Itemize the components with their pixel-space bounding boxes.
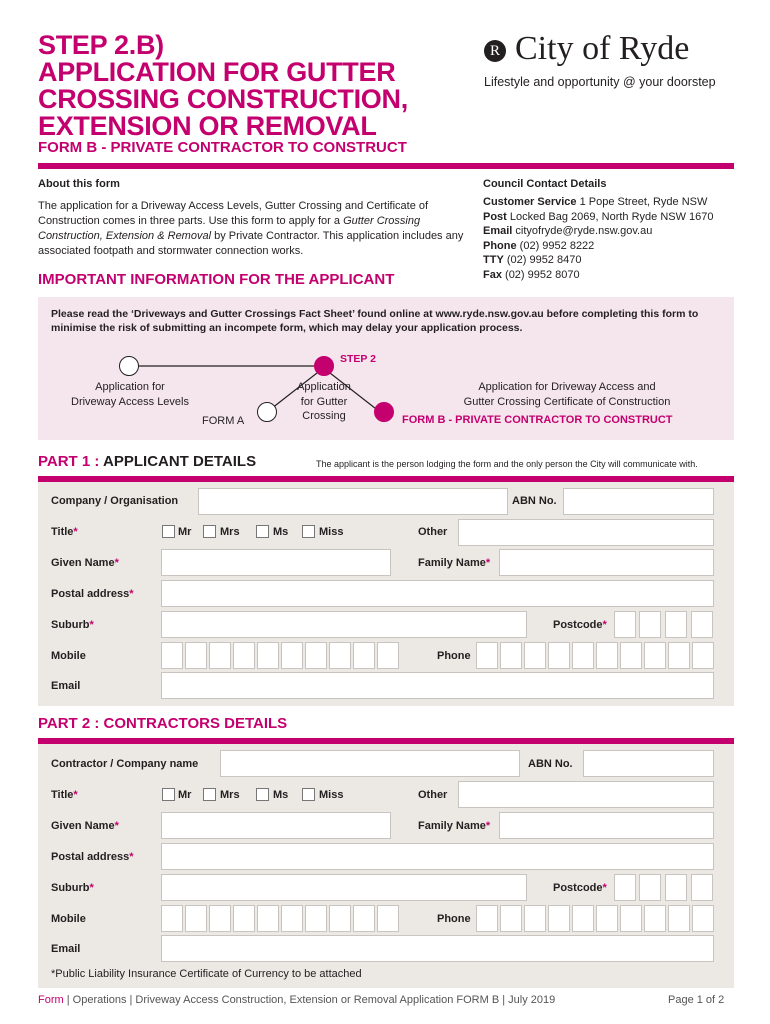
other-title-input[interactable] [458,781,714,808]
mobile-cell[interactable] [185,642,207,669]
important-heading: IMPORTANT INFORMATION FOR THE APPLICANT [38,271,395,288]
postcode-text: Postcode [553,619,603,631]
footer-form: Form [38,994,64,1006]
mobile-cell[interactable] [209,642,231,669]
family-name-input[interactable] [499,549,714,576]
postal-input[interactable] [161,843,714,870]
form-a-label: FORM A [202,415,245,427]
suburb-label [51,882,94,894]
title-line: CROSSING CONSTRUCTION, [38,84,408,114]
postal-input[interactable] [161,580,714,607]
contact-label: TTY [483,254,504,266]
suburb-label [51,619,94,631]
phone-cell[interactable] [500,642,522,669]
part1-prefix: PART 1 : [38,453,104,470]
email-input[interactable] [161,672,714,699]
part1-heading [38,453,256,470]
phone-cell[interactable] [572,642,594,669]
contact-label: Phone [483,239,517,252]
gutter-crossing-label: Application for Gutter Crossing [297,381,351,422]
about-text-part: The application for a Driveway Access Levels, Gutter Crossing and Certificate of Construction comes in three parts. Use this form to apply for a [38,200,429,227]
part2-heading: PART 2 : CONTRACTORS DETAILS [38,715,288,732]
given-name-text: Given Name [51,557,115,569]
mobile-cell[interactable] [377,905,399,932]
email-label: Email [51,943,81,955]
mr-checkbox[interactable] [162,788,175,801]
step1-label: Application for Driveway Access Levels [71,381,189,408]
about-heading: About this form [38,178,120,190]
mobile-cell[interactable] [305,905,327,932]
mobile-label: Mobile [51,913,86,925]
required-star: * [602,619,607,631]
phone-cell[interactable] [692,905,714,932]
postal-text: Postal address [51,851,130,863]
phone-cell[interactable] [620,905,642,932]
contact-value: Locked Bag 2069, North Ryde NSW 1670 [506,210,714,223]
mobile-cell[interactable] [185,905,207,932]
ms-label: Ms [273,789,289,801]
postcode-label [553,619,607,631]
mobile-cell[interactable] [161,905,183,932]
family-name-label [418,557,490,569]
phone-cell[interactable] [548,905,570,932]
certificate-label: Application for Driveway Access and Gutter Crossing Certificate of Construction [463,381,671,408]
page-title [38,32,408,140]
required-star: * [114,820,119,832]
title-text: Title [51,526,74,538]
contact-value: (02) 9952 8222 [516,239,595,252]
postal-label [51,588,134,600]
phone-label: Phone [437,913,471,925]
phone-cell[interactable] [692,642,714,669]
abn-label: ABN No. [512,495,557,507]
about-text-italic: Gutter Crossing Construction, Extension & Removal [38,215,421,242]
mrs-checkbox[interactable] [203,788,216,801]
required-star: * [129,588,134,600]
mr-label: Mr [178,789,192,801]
form-b-circle [374,402,394,422]
mobile-cell[interactable] [281,905,303,932]
form-a-circle [257,402,277,422]
ms-checkbox[interactable] [256,788,269,801]
phone-cell[interactable] [620,642,642,669]
postcode-text: Postcode [553,882,603,894]
mobile-label: Mobile [51,650,86,662]
required-star: * [485,820,491,832]
family-name-input[interactable] [499,812,714,839]
phone-cell[interactable] [668,642,690,669]
family-name-text: Family Name [418,820,486,832]
footer-sep: | [63,994,73,1006]
given-name-label [51,820,119,832]
phone-cell[interactable] [500,905,522,932]
required-star: * [89,882,94,894]
other-title-input[interactable] [458,519,714,546]
postcode-cell[interactable] [665,874,687,901]
suburb-input[interactable] [161,611,527,638]
postcode-cell[interactable] [691,874,713,901]
contact-details [483,195,714,282]
about-text-part: by Private Contractor. This application includes any associated footpath and stormwater connection works. [38,230,464,257]
footer [38,994,555,1006]
family-name-text: Family Name [418,557,486,569]
contact-value: (02) 9952 8070 [501,268,580,281]
ms-label: Ms [273,526,289,538]
title-label [51,526,78,538]
contractor-input[interactable] [220,750,520,777]
required-star: * [602,882,607,894]
page-number: Page 1 of 2 [668,994,725,1006]
mobile-cell[interactable] [329,905,351,932]
part1-title: APPLICANT DETAILS [103,453,257,470]
abn-label: ABN No. [528,758,573,770]
required-star: * [89,619,94,631]
phone-label: Phone [437,650,471,662]
required-star: * [485,557,491,569]
title-line: STEP 2.B) [38,30,164,60]
other-label: Other [418,789,448,801]
form-b-label: FORM B - PRIVATE CONTRACTOR TO CONSTRUCT [402,414,673,426]
title-line: EXTENSION OR REMOVAL [38,111,377,141]
required-star: * [73,526,78,538]
part1-note: The applicant is the person lodging the form and the only person the City will communicate with. [316,459,698,469]
title-label [51,789,78,801]
miss-label: Miss [319,526,344,538]
mobile-cell[interactable] [329,642,351,669]
tagline: Lifestyle and opportunity @ your doorstep [484,75,716,89]
miss-label: Miss [319,789,344,801]
logo-text: City of Ryde [515,30,690,67]
family-name-label [418,820,490,832]
company-label: Company / Organisation [51,495,179,507]
divider-bar [38,163,734,169]
other-label: Other [418,526,448,538]
contact-label: Customer Service [483,196,577,208]
title-line: APPLICATION FOR GUTTER [38,57,396,87]
mobile-cell[interactable] [161,642,183,669]
company-input[interactable] [198,488,508,515]
phone-cell[interactable] [596,642,618,669]
mobile-cell[interactable] [353,905,375,932]
postcode-cell[interactable] [691,611,713,638]
given-name-text: Given Name [51,820,115,832]
form-subtitle: FORM B - PRIVATE CONTRACTOR TO CONSTRUCT [38,139,407,156]
given-name-input[interactable] [161,812,391,839]
contact-label: Fax [483,268,502,281]
mobile-cell[interactable] [233,905,255,932]
logo-icon: R [484,40,506,62]
phone-cell[interactable] [572,905,594,932]
phone-cell[interactable] [476,642,498,669]
mobile-cell[interactable] [305,642,327,669]
required-star: * [73,789,78,801]
title-text: Title [51,789,74,801]
given-name-label [51,557,119,569]
mobile-cell[interactable] [353,642,375,669]
abn-input[interactable] [583,750,714,777]
footer-text: Operations | Driveway Access Construction, Extension or Removal Application FORM B | July 2019 [72,994,556,1006]
phone-cell[interactable] [548,642,570,669]
phone-cell[interactable] [644,642,666,669]
email-input[interactable] [161,935,714,962]
step-circle [119,356,139,376]
step2-circle [314,356,334,376]
mobile-cell[interactable] [233,642,255,669]
postcode-cell[interactable] [614,611,636,638]
required-star: * [129,851,134,863]
contact-value: cityofryde@ryde.nsw.gov.au [512,225,653,237]
ms-checkbox[interactable] [256,525,269,538]
insurance-note: *Public Liability Insurance Certificate of Currency to be attached [51,968,362,980]
phone-cell[interactable] [524,642,546,669]
contact-label: Email [483,225,513,237]
postcode-cell[interactable] [639,611,661,638]
email-label: Email [51,680,81,692]
suburb-text: Suburb [51,619,90,631]
fact-sheet-note: Please read the ‘Driveways and Gutter Crossings Fact Sheet’ found online at www.ryde.nsw.gov.au before completing this form to minimise the risk of submitting an incompete form, which may delay your application process. [51,308,699,334]
miss-checkbox[interactable] [302,788,315,801]
phone-cell[interactable] [524,905,546,932]
postal-text: Postal address [51,588,130,600]
contact-value: (02) 9952 8470 [503,254,582,266]
mobile-cell[interactable] [281,642,303,669]
mrs-label: Mrs [220,526,240,538]
postcode-cell[interactable] [639,874,661,901]
mobile-cell[interactable] [257,905,279,932]
mobile-cell[interactable] [257,642,279,669]
phone-cell[interactable] [644,905,666,932]
mr-label: Mr [178,526,192,538]
mrs-label: Mrs [220,789,240,801]
mobile-cell[interactable] [377,642,399,669]
step2-label: STEP 2 [340,353,376,365]
mrs-checkbox[interactable] [203,525,216,538]
postcode-cell[interactable] [665,611,687,638]
contact-label: Post [483,210,507,223]
suburb-input[interactable] [161,874,527,901]
contractor-label: Contractor / Company name [51,758,199,770]
suburb-text: Suburb [51,882,90,894]
phone-cell[interactable] [668,905,690,932]
postal-label [51,851,134,863]
given-name-input[interactable] [161,549,391,576]
required-star: * [114,557,119,569]
contact-heading: Council Contact Details [483,178,607,190]
abn-input[interactable] [563,488,714,515]
mr-checkbox[interactable] [162,525,175,538]
postcode-cell[interactable] [614,874,636,901]
postcode-label [553,882,607,894]
phone-cell[interactable] [476,905,498,932]
contact-value: 1 Pope Street, Ryde NSW [576,196,708,208]
about-text [38,199,468,259]
phone-cell[interactable] [596,905,618,932]
mobile-cell[interactable] [209,905,231,932]
miss-checkbox[interactable] [302,525,315,538]
